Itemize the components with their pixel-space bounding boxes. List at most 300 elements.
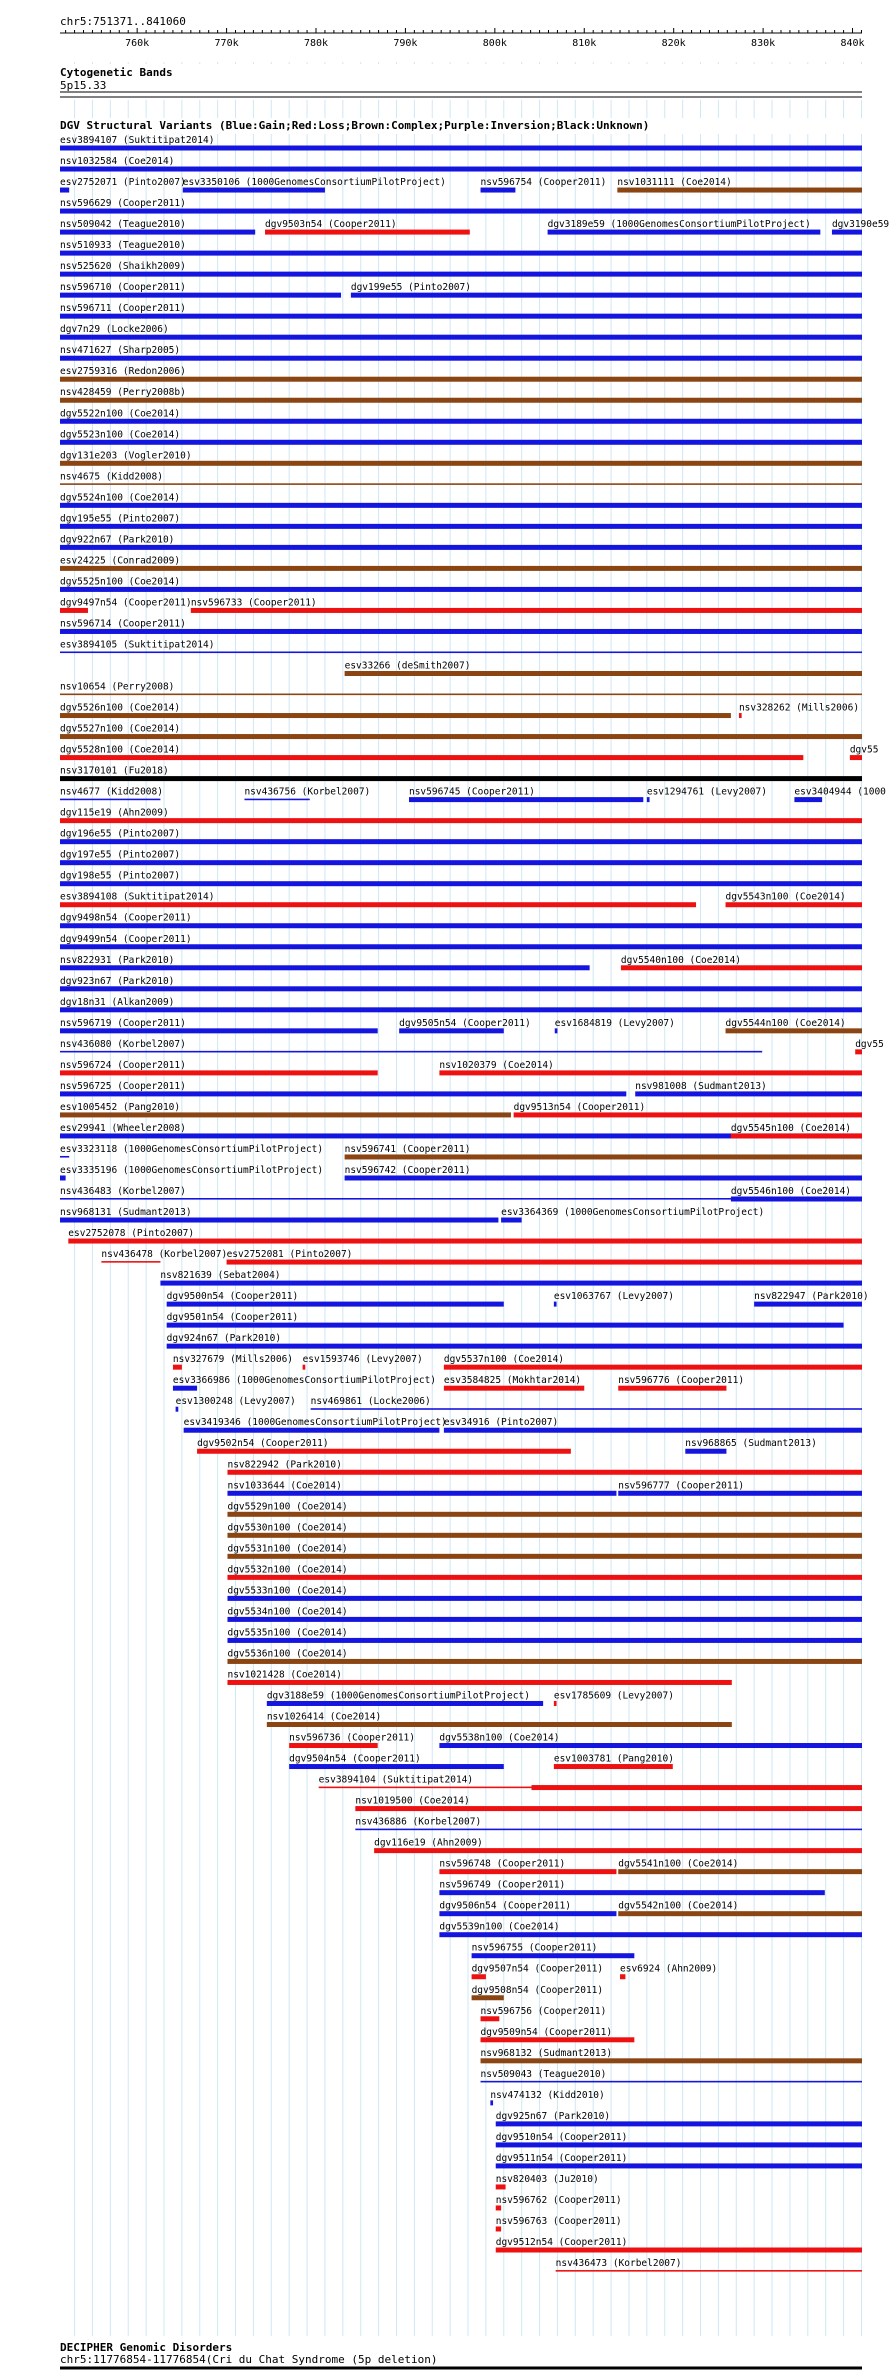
dgv-feature[interactable] bbox=[554, 1690, 674, 1706]
dgv-feature-bar[interactable] bbox=[227, 1596, 862, 1601]
dgv-feature[interactable] bbox=[167, 1291, 504, 1307]
dgv-feature[interactable] bbox=[496, 2111, 862, 2127]
dgv-feature-bar[interactable] bbox=[227, 1638, 862, 1643]
dgv-feature-bar[interactable] bbox=[173, 1386, 197, 1391]
dgv-feature-bar[interactable] bbox=[167, 1344, 862, 1349]
dgv-feature-bar[interactable] bbox=[60, 1007, 862, 1012]
dgv-feature[interactable] bbox=[227, 1585, 862, 1601]
dgv-feature[interactable] bbox=[191, 597, 862, 613]
dgv-feature-bar[interactable] bbox=[472, 1974, 486, 1979]
dgv-feature[interactable] bbox=[60, 724, 862, 740]
dgv-feature-bar[interactable] bbox=[850, 755, 862, 760]
dgv-feature-bar[interactable] bbox=[68, 1239, 862, 1244]
dgv-feature[interactable] bbox=[267, 1690, 543, 1706]
dgv-feature[interactable] bbox=[496, 2174, 599, 2190]
dgv-feature[interactable] bbox=[726, 892, 862, 908]
dgv-feature[interactable] bbox=[439, 1901, 616, 1917]
dgv-feature-bar[interactable] bbox=[60, 566, 862, 571]
dgv-feature-bar[interactable] bbox=[60, 1091, 626, 1096]
dgv-feature-bar[interactable] bbox=[532, 1785, 862, 1790]
dgv-feature-bar[interactable] bbox=[444, 1365, 862, 1370]
dgv-feature-bar[interactable] bbox=[439, 1070, 862, 1075]
dgv-feature-bar[interactable] bbox=[731, 1197, 862, 1202]
dgv-feature[interactable] bbox=[197, 1438, 571, 1454]
dgv-feature[interactable] bbox=[60, 219, 255, 235]
dgv-feature[interactable] bbox=[472, 1943, 635, 1959]
dgv-feature-bar[interactable] bbox=[60, 1218, 498, 1223]
dgv-feature-bar[interactable] bbox=[60, 986, 862, 991]
dgv-feature[interactable] bbox=[635, 1081, 862, 1097]
dgv-feature-label: dgv5529n100 (Coe2014) bbox=[227, 1501, 348, 1513]
dgv-feature-bar[interactable] bbox=[227, 1680, 731, 1685]
dgv-feature-bar[interactable] bbox=[60, 167, 862, 172]
dgv-feature-bar[interactable] bbox=[60, 923, 862, 928]
dgv-feature-bar[interactable] bbox=[101, 1261, 160, 1263]
dgv-feature-bar[interactable] bbox=[731, 1133, 862, 1138]
dgv-feature[interactable] bbox=[351, 282, 862, 298]
dgv-feature[interactable] bbox=[685, 1438, 817, 1454]
dgv-feature-bar[interactable] bbox=[60, 839, 862, 844]
dgv-feature-bar[interactable] bbox=[60, 776, 862, 781]
dgv-feature-bar[interactable] bbox=[635, 1091, 862, 1096]
dgv-feature-bar[interactable] bbox=[490, 2100, 493, 2105]
dgv-feature[interactable] bbox=[754, 1291, 868, 1307]
dgv-feature-bar[interactable] bbox=[60, 419, 862, 424]
dgv-feature[interactable] bbox=[184, 1417, 447, 1433]
dgv-feature-bar[interactable] bbox=[60, 608, 88, 613]
dgv-feature-bar[interactable] bbox=[754, 1302, 862, 1307]
dgv-feature-bar[interactable] bbox=[481, 2037, 635, 2042]
dgv-feature-bar[interactable] bbox=[184, 1428, 440, 1433]
dgv-feature[interactable] bbox=[472, 1985, 604, 2001]
dgv-feature-bar[interactable] bbox=[739, 713, 742, 718]
dgv-feature-bar[interactable] bbox=[439, 1743, 862, 1748]
dgv-feature[interactable] bbox=[60, 766, 862, 782]
dgv-feature-label: esv3350106 (1000GenomesConsortiumPilotProject) bbox=[182, 177, 446, 189]
dgv-feature-bar[interactable] bbox=[554, 1302, 557, 1307]
dgv-feature[interactable] bbox=[60, 261, 862, 277]
dgv-feature[interactable] bbox=[60, 576, 862, 592]
dgv-feature-bar[interactable] bbox=[173, 1365, 182, 1370]
dgv-feature[interactable] bbox=[267, 1712, 732, 1728]
dgv-feature[interactable] bbox=[227, 1669, 731, 1685]
dgv-feature[interactable] bbox=[60, 492, 862, 508]
dgv-feature-bar[interactable] bbox=[60, 755, 803, 760]
dgv-feature[interactable] bbox=[289, 1754, 504, 1770]
dgv-feature-label: dgv5524n100 (Coe2014) bbox=[60, 492, 181, 504]
dgv-feature-bar[interactable] bbox=[832, 230, 862, 235]
dgv-feature[interactable] bbox=[514, 1102, 862, 1118]
dgv-feature[interactable] bbox=[60, 240, 862, 256]
dgv-feature[interactable] bbox=[496, 2153, 862, 2169]
dgv-feature-bar[interactable] bbox=[60, 587, 862, 592]
dgv-feature-bar[interactable] bbox=[496, 2142, 862, 2147]
dgv-feature-bar[interactable] bbox=[794, 797, 822, 802]
dgv-feature[interactable] bbox=[532, 1785, 862, 1790]
dgv-feature-bar[interactable] bbox=[621, 965, 862, 970]
dgv-feature[interactable] bbox=[60, 871, 862, 887]
decipher-track bbox=[0, 2338, 890, 2374]
dgv-feature-bar[interactable] bbox=[167, 1302, 504, 1307]
dgv-feature-label: dgv5542n100 (Coe2014) bbox=[618, 1900, 739, 1912]
dgv-feature[interactable] bbox=[60, 471, 862, 485]
dgv-feature[interactable] bbox=[481, 177, 607, 193]
dgv-feature-bar[interactable] bbox=[439, 1911, 616, 1916]
dgv-feature[interactable] bbox=[620, 1964, 717, 1980]
dgv-feature-bar[interactable] bbox=[60, 377, 862, 382]
dgv-feature-bar[interactable] bbox=[556, 2270, 862, 2272]
dgv-feature-bar[interactable] bbox=[60, 1051, 762, 1053]
dgv-feature-bar[interactable] bbox=[685, 1449, 726, 1454]
dgv-feature-bar[interactable] bbox=[618, 1386, 726, 1391]
dgv-feature-bar[interactable] bbox=[726, 1028, 862, 1033]
dgv-feature-bar[interactable] bbox=[176, 1407, 179, 1412]
dgv-feature-bar[interactable] bbox=[555, 1028, 558, 1033]
dgv-feature[interactable] bbox=[60, 997, 862, 1013]
dgv-feature-bar[interactable] bbox=[439, 1869, 616, 1874]
dgv-feature[interactable] bbox=[60, 682, 862, 696]
dgv-feature-bar[interactable] bbox=[60, 230, 255, 235]
dgv-feature[interactable] bbox=[167, 1312, 844, 1328]
dgv-feature[interactable] bbox=[731, 1186, 862, 1202]
dgv-feature[interactable] bbox=[739, 703, 859, 719]
dgv-feature[interactable] bbox=[555, 1018, 675, 1034]
dgv-feature[interactable] bbox=[60, 639, 862, 653]
dgv-feature[interactable] bbox=[60, 850, 862, 866]
dgv-feature-bar[interactable] bbox=[617, 188, 862, 193]
dgv-feature[interactable] bbox=[60, 555, 862, 571]
dgv-feature[interactable] bbox=[60, 387, 862, 403]
ruler-tick-label: 790k bbox=[393, 38, 418, 49]
dgv-feature-bar[interactable] bbox=[726, 902, 862, 907]
dgv-feature-bar[interactable] bbox=[60, 272, 862, 277]
dgv-feature[interactable] bbox=[554, 1754, 674, 1770]
dgv-feature-bar[interactable] bbox=[311, 1408, 862, 1410]
dgv-feature-bar[interactable] bbox=[60, 209, 862, 214]
dgv-feature[interactable] bbox=[60, 787, 163, 801]
dgv-feature-bar[interactable] bbox=[496, 2248, 862, 2253]
dgv-feature[interactable] bbox=[345, 661, 862, 677]
dgv-feature-bar[interactable] bbox=[60, 734, 862, 739]
dgv-feature-bar[interactable] bbox=[60, 694, 862, 696]
dgv-feature[interactable] bbox=[850, 745, 879, 761]
dgv-feature[interactable] bbox=[726, 1018, 862, 1034]
dgv-feature-bar[interactable] bbox=[345, 671, 862, 676]
dgv-feature-label: esv34916 (Pinto2007) bbox=[443, 1417, 559, 1429]
dgv-feature-label: esv2752071 (Pinto2007) bbox=[60, 177, 186, 189]
dgv-feature-label: dgv116e19 (Ahn2009) bbox=[374, 1837, 483, 1849]
dgv-feature[interactable] bbox=[60, 1144, 323, 1158]
dgv-feature-bar[interactable] bbox=[191, 608, 862, 613]
dgv-feature[interactable] bbox=[227, 1606, 862, 1622]
dgv-feature-bar[interactable] bbox=[265, 230, 470, 235]
dgv-feature[interactable] bbox=[227, 1564, 862, 1580]
dgv-feature[interactable] bbox=[60, 703, 731, 719]
dgv-feature-bar[interactable] bbox=[481, 2016, 500, 2021]
dgv-feature-label: esv2759316 (Redon2006) bbox=[60, 366, 186, 378]
dgv-feature[interactable] bbox=[60, 534, 862, 550]
dgv-feature-bar[interactable] bbox=[514, 1112, 862, 1117]
dgv-feature-bar[interactable] bbox=[496, 2121, 862, 2126]
dgv-feature[interactable] bbox=[554, 1291, 674, 1307]
dgv-feature[interactable] bbox=[265, 219, 470, 235]
dgv-feature-bar[interactable] bbox=[496, 2184, 506, 2189]
dgv-feature-bar[interactable] bbox=[303, 1365, 306, 1370]
dgv-feature-bar[interactable] bbox=[618, 1491, 862, 1496]
dgv-feature-label: nsv822942 (Park2010) bbox=[227, 1459, 342, 1471]
dgv-feature-label: nsv596724 (Cooper2011) bbox=[60, 1059, 186, 1071]
dgv-feature-bar[interactable] bbox=[496, 2226, 501, 2231]
dgv-feature-bar[interactable] bbox=[439, 1890, 824, 1895]
dgv-feature[interactable] bbox=[160, 1270, 862, 1286]
dgv-feature[interactable] bbox=[60, 1060, 378, 1076]
dgv-feature-bar[interactable] bbox=[244, 799, 309, 801]
dgv-feature[interactable] bbox=[227, 1627, 862, 1643]
dgv-feature[interactable] bbox=[439, 1733, 862, 1749]
dgv-feature-bar[interactable] bbox=[60, 629, 862, 634]
dgv-feature-bar[interactable] bbox=[60, 503, 862, 508]
dgv-feature[interactable] bbox=[60, 976, 862, 992]
dgv-feature[interactable] bbox=[439, 1880, 824, 1896]
dgv-feature[interactable] bbox=[345, 1165, 862, 1181]
dgv-feature-bar[interactable] bbox=[481, 2058, 862, 2063]
dgv-feature[interactable] bbox=[68, 1228, 862, 1244]
dgv-feature-bar[interactable] bbox=[548, 230, 821, 235]
dgv-feature[interactable] bbox=[60, 408, 862, 424]
dgv-feature-bar[interactable] bbox=[60, 293, 341, 298]
ruler-tick-label: 830k bbox=[751, 38, 776, 49]
dgv-track-title[interactable]: DGV Structural Variants (Blue:Gain;Red:Loss;Brown:Complex;Purple:Inversion;Black:Unknown) bbox=[60, 119, 650, 132]
dgv-feature[interactable] bbox=[60, 597, 192, 613]
dgv-feature-bar[interactable] bbox=[345, 1175, 862, 1180]
dgv-feature[interactable] bbox=[227, 1249, 862, 1265]
dgv-feature-bar[interactable] bbox=[60, 944, 862, 949]
dgv-feature-bar[interactable] bbox=[618, 1869, 862, 1874]
dgv-feature[interactable] bbox=[490, 2090, 604, 2106]
dgv-feature-bar[interactable] bbox=[345, 1154, 862, 1159]
dgv-feature-bar[interactable] bbox=[60, 1028, 378, 1033]
dgv-feature-bar[interactable] bbox=[60, 188, 69, 193]
dgv-feature-bar[interactable] bbox=[227, 1533, 862, 1538]
dgv-feature-bar[interactable] bbox=[60, 965, 590, 970]
dgv-feature[interactable] bbox=[60, 745, 803, 761]
dgv-feature[interactable] bbox=[60, 1018, 378, 1034]
dgv-feature-bar[interactable] bbox=[60, 860, 862, 865]
dgv-feature[interactable] bbox=[481, 2048, 862, 2064]
dgv-feature[interactable] bbox=[355, 1796, 862, 1812]
dgv-feature[interactable] bbox=[444, 1354, 862, 1370]
dgv-feature-bar[interactable] bbox=[647, 797, 650, 802]
dgv-feature-bar[interactable] bbox=[481, 188, 516, 193]
dgv-feature-bar[interactable] bbox=[481, 2081, 862, 2083]
dgv-feature[interactable] bbox=[399, 1018, 531, 1034]
dgv-feature-label: nsv821639 (Sebat2004) bbox=[160, 1270, 281, 1282]
dgv-feature-bar[interactable] bbox=[183, 188, 325, 193]
dgv-feature-bar[interactable] bbox=[60, 461, 862, 466]
dgv-feature[interactable] bbox=[60, 1102, 511, 1118]
dgv-feature-bar[interactable] bbox=[227, 1260, 862, 1265]
dgv-feature[interactable] bbox=[173, 1354, 293, 1370]
dgv-feature-label: dgv5528n100 (Coe2014) bbox=[60, 744, 181, 756]
dgv-feature[interactable] bbox=[355, 1817, 862, 1831]
dgv-feature-bar[interactable] bbox=[374, 1848, 862, 1853]
dgv-feature[interactable] bbox=[60, 892, 696, 908]
dgv-feature[interactable] bbox=[496, 2237, 862, 2253]
decipher-item-label[interactable]: chr5:11776854-11776854(Cri du Chat Syndrome (5p deletion) bbox=[60, 2353, 438, 2366]
dgv-feature-bar[interactable] bbox=[60, 713, 731, 718]
dgv-feature[interactable] bbox=[618, 1375, 744, 1391]
dgv-feature-bar[interactable] bbox=[399, 1028, 504, 1033]
dgv-feature[interactable] bbox=[227, 1522, 862, 1538]
dgv-feature-bar[interactable] bbox=[554, 1764, 673, 1769]
dgv-feature[interactable] bbox=[60, 429, 862, 445]
dgv-feature[interactable] bbox=[794, 787, 886, 803]
dgv-feature-bar[interactable] bbox=[267, 1722, 732, 1727]
dgv-feature-bar[interactable] bbox=[60, 902, 696, 907]
dgv-feature-bar[interactable] bbox=[227, 1659, 862, 1664]
dgv-feature[interactable] bbox=[481, 2027, 635, 2043]
dgv-feature-bar[interactable] bbox=[197, 1449, 571, 1454]
dgv-feature-bar[interactable] bbox=[444, 1428, 862, 1433]
dgv-feature[interactable] bbox=[183, 177, 446, 193]
dgv-feature[interactable] bbox=[374, 1838, 862, 1854]
dgv-feature-bar[interactable] bbox=[409, 797, 643, 802]
dgv-feature-bar[interactable] bbox=[160, 1281, 862, 1286]
dgv-feature[interactable] bbox=[60, 366, 862, 382]
dgv-feature-bar[interactable] bbox=[855, 1049, 862, 1054]
dgv-feature-bar[interactable] bbox=[60, 818, 862, 823]
dgv-feature-bar[interactable] bbox=[444, 1386, 584, 1391]
dgv-feature-bar[interactable] bbox=[60, 356, 862, 361]
dgv-feature[interactable] bbox=[227, 1480, 616, 1496]
dgv-feature-bar[interactable] bbox=[227, 1575, 862, 1580]
dgv-feature[interactable] bbox=[311, 1396, 862, 1410]
dgv-feature-bar[interactable] bbox=[355, 1829, 862, 1831]
dgv-feature[interactable] bbox=[444, 1375, 584, 1391]
dgv-feature-bar[interactable] bbox=[554, 1701, 557, 1706]
dgv-feature[interactable] bbox=[227, 1543, 862, 1559]
dgv-feature[interactable] bbox=[731, 1123, 862, 1139]
dgv-feature-bar[interactable] bbox=[227, 1491, 616, 1496]
dgv-feature-bar[interactable] bbox=[267, 1701, 543, 1706]
dgv-feature-bar[interactable] bbox=[289, 1743, 378, 1748]
dgv-feature[interactable] bbox=[472, 1964, 604, 1980]
dgv-feature[interactable] bbox=[60, 198, 862, 214]
dgv-feature[interactable] bbox=[439, 1859, 616, 1875]
dgv-feature-bar[interactable] bbox=[60, 440, 862, 445]
dgv-feature-bar[interactable] bbox=[60, 146, 862, 151]
dgv-feature-bar[interactable] bbox=[60, 799, 160, 801]
dgv-feature[interactable] bbox=[227, 1501, 862, 1517]
dgv-feature-label: dgv5531n100 (Coe2014) bbox=[227, 1543, 348, 1555]
dgv-feature[interactable] bbox=[60, 1165, 323, 1181]
dgv-feature-bar[interactable] bbox=[472, 1995, 504, 2000]
dgv-feature[interactable] bbox=[60, 177, 186, 193]
dgv-feature-bar[interactable] bbox=[618, 1911, 862, 1916]
dgv-feature-bar[interactable] bbox=[227, 1554, 862, 1559]
dgv-feature-bar[interactable] bbox=[501, 1218, 522, 1223]
dgv-feature[interactable] bbox=[227, 1459, 862, 1475]
dgv-feature[interactable] bbox=[167, 1333, 862, 1349]
dgv-feature-bar[interactable] bbox=[496, 2163, 862, 2168]
dgv-feature-bar[interactable] bbox=[439, 1932, 862, 1937]
dgv-feature[interactable] bbox=[60, 282, 341, 298]
dgv-feature-bar[interactable] bbox=[167, 1323, 844, 1328]
dgv-feature[interactable] bbox=[439, 1060, 862, 1076]
dgv-feature-label: dgv115e19 (Ahn2009) bbox=[60, 807, 169, 819]
dgv-feature-bar[interactable] bbox=[227, 1512, 862, 1517]
dgv-feature[interactable] bbox=[60, 934, 862, 950]
dgv-feature[interactable] bbox=[60, 324, 862, 340]
dgv-feature[interactable] bbox=[501, 1207, 764, 1223]
cytoband-track-title[interactable]: Cytogenetic Bands bbox=[60, 66, 173, 79]
dgv-feature[interactable] bbox=[548, 219, 821, 235]
dgv-feature-bar[interactable] bbox=[472, 1953, 635, 1958]
dgv-feature[interactable] bbox=[439, 1922, 862, 1938]
dgv-feature[interactable] bbox=[409, 787, 643, 803]
ruler-track bbox=[0, 0, 890, 62]
dgv-feature[interactable] bbox=[227, 1648, 862, 1664]
dgv-feature[interactable] bbox=[496, 2132, 862, 2148]
dgv-feature-bar[interactable] bbox=[60, 1156, 69, 1158]
dgv-feature[interactable] bbox=[303, 1354, 423, 1370]
dgv-feature-bar[interactable] bbox=[60, 1112, 511, 1117]
dgv-feature[interactable] bbox=[832, 219, 889, 235]
dgv-feature[interactable] bbox=[60, 450, 862, 466]
dgv-feature[interactable] bbox=[345, 1144, 862, 1160]
dgv-feature[interactable] bbox=[60, 829, 862, 845]
dgv-feature[interactable] bbox=[556, 2258, 862, 2272]
dgv-feature-bar[interactable] bbox=[60, 524, 862, 529]
dgv-feature[interactable] bbox=[60, 808, 862, 824]
dgv-feature[interactable] bbox=[496, 2195, 622, 2211]
dgv-feature[interactable] bbox=[481, 2069, 862, 2083]
dgv-feature-bar[interactable] bbox=[60, 335, 862, 340]
dgv-feature-label: dgv5530n100 (Coe2014) bbox=[227, 1522, 348, 1534]
dgv-feature[interactable] bbox=[60, 618, 862, 634]
dgv-feature-bar[interactable] bbox=[60, 251, 862, 256]
dgv-feature-bar[interactable] bbox=[60, 545, 862, 550]
dgv-feature[interactable] bbox=[60, 303, 862, 319]
dgv-feature[interactable] bbox=[444, 1417, 862, 1433]
dgv-feature-bar[interactable] bbox=[351, 293, 862, 298]
dgv-feature[interactable] bbox=[60, 135, 862, 151]
dgv-feature[interactable] bbox=[60, 345, 862, 361]
dgv-feature-bar[interactable] bbox=[620, 1974, 625, 1979]
dgv-feature-bar[interactable] bbox=[60, 483, 862, 485]
dgv-feature[interactable] bbox=[60, 913, 862, 929]
dgv-feature-bar[interactable] bbox=[60, 881, 862, 886]
dgv-feature[interactable] bbox=[60, 156, 862, 172]
dgv-feature-bar[interactable] bbox=[355, 1806, 862, 1811]
dgv-feature-bar[interactable] bbox=[60, 1070, 378, 1075]
dgv-feature[interactable] bbox=[60, 1039, 762, 1053]
dgv-feature[interactable] bbox=[60, 513, 862, 529]
dgv-feature-bar[interactable] bbox=[496, 2205, 501, 2210]
dgv-feature-bar[interactable] bbox=[60, 651, 862, 653]
dgv-feature-bar[interactable] bbox=[60, 314, 862, 319]
dgv-feature-bar[interactable] bbox=[60, 1175, 66, 1180]
dgv-feature-bar[interactable] bbox=[227, 1617, 862, 1622]
dgv-feature[interactable] bbox=[481, 2006, 607, 2022]
dgv-feature-bar[interactable] bbox=[227, 1470, 862, 1475]
dgv-feature[interactable] bbox=[496, 2216, 622, 2232]
dgv-feature[interactable] bbox=[855, 1039, 884, 1055]
dgv-feature-bar[interactable] bbox=[289, 1764, 504, 1769]
dgv-feature-bar[interactable] bbox=[60, 398, 862, 403]
decipher-track-title[interactable]: DECIPHER Genomic Disorders bbox=[60, 2341, 233, 2354]
dgv-feature-label: dgv5535n100 (Coe2014) bbox=[227, 1627, 348, 1639]
